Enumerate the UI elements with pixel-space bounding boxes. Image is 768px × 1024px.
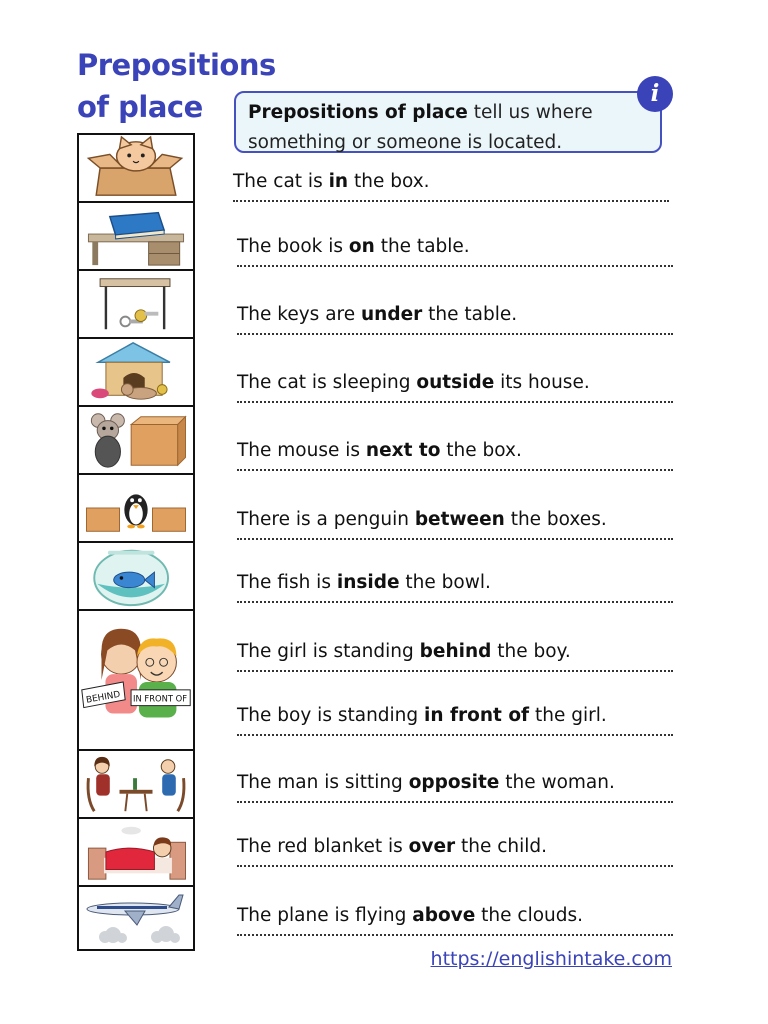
picture-cat-outside-house (79, 339, 193, 407)
sentence-text: the boy. (491, 641, 571, 662)
sentence-text: The girl is standing (237, 641, 420, 662)
preposition-word: over (408, 836, 456, 857)
sentence-text: The man is sitting (237, 772, 409, 793)
definition-term: Prepositions of place (248, 102, 468, 123)
cat-in-box-illustration (79, 135, 193, 201)
sentence-line (237, 303, 673, 335)
sentence-text: There is a penguin (237, 509, 415, 530)
sentence-text: the bowl. (399, 572, 491, 593)
picture-mouse-next-to-box (79, 407, 193, 475)
preposition-word: between (414, 509, 505, 530)
sentence-text: the box. (440, 440, 522, 461)
definition-text-1: tell us where (467, 102, 593, 123)
sentence-line (237, 640, 673, 672)
sentence-text: the child. (455, 836, 548, 857)
behind-in-front-of-illustration (79, 611, 193, 749)
fish-inside-bowl-illustration (79, 543, 193, 609)
preposition-word: next to (365, 440, 441, 461)
sentence-text: The keys are (237, 304, 361, 325)
preposition-word: in front of (424, 705, 530, 726)
man-opposite-woman-illustration (79, 751, 193, 817)
page-title-line1: Prepositions (77, 48, 276, 82)
plane-above-clouds-illustration (79, 887, 193, 949)
picture-keys-under-table (79, 271, 193, 339)
preposition-word: under (361, 304, 423, 325)
picture-blanket-over-child (79, 819, 193, 887)
sentence-text: The book is (237, 236, 349, 257)
source-link[interactable]: https://englishintake.com (430, 948, 672, 970)
preposition-word: above (412, 905, 476, 926)
definition-text-2: something or someone is located. (248, 132, 563, 153)
sentence-line (237, 439, 673, 471)
sentence-text: The cat is (233, 171, 329, 192)
sentence-line (237, 704, 673, 736)
sentence-line (237, 508, 673, 540)
keys-under-table-illustration (79, 271, 193, 337)
info-icon: i (637, 76, 673, 112)
mouse-next-to-box-illustration (79, 407, 193, 473)
picture-plane-above-clouds (79, 887, 193, 949)
picture-fish-inside-bowl (79, 543, 193, 611)
sentence-line (237, 235, 673, 267)
blanket-over-child-illustration (79, 819, 193, 885)
sentence-text: the clouds. (475, 905, 584, 926)
sentence-line (237, 371, 673, 403)
preposition-word: in (328, 171, 349, 192)
sentence-text: The plane is flying (237, 905, 413, 926)
page-title-line2: of place (77, 90, 203, 124)
sentence-text: The boy is standing (237, 705, 425, 726)
sentence-line (233, 170, 669, 202)
sentence-text: The fish is (237, 572, 337, 593)
sentence-text: The mouse is (237, 440, 366, 461)
sign-in-front-of: IN FRONT OF (133, 693, 188, 704)
preposition-word: on (348, 236, 375, 257)
picture-book-on-table (79, 203, 193, 271)
book-on-table-illustration (79, 203, 193, 269)
sentence-text: the box. (348, 171, 430, 192)
sentence-text: the table. (374, 236, 470, 257)
sentence-line (237, 835, 673, 867)
sentence-text: The cat is sleeping (237, 372, 417, 393)
sentence-line (237, 771, 673, 803)
sentence-text: its house. (494, 372, 590, 393)
sentence-text: the table. (422, 304, 518, 325)
preposition-word: behind (419, 641, 492, 662)
preposition-word: opposite (408, 772, 500, 793)
cat-outside-house-illustration (79, 339, 193, 405)
picture-penguin-between-boxes (79, 475, 193, 543)
picture-strip (77, 133, 195, 951)
preposition-word: outside (416, 372, 495, 393)
sentence-text: the boxes. (504, 509, 607, 530)
preposition-word: inside (336, 572, 400, 593)
sentence-text: the woman. (499, 772, 615, 793)
sentence-line (237, 904, 673, 936)
penguin-between-boxes-illustration (79, 475, 193, 541)
sentence-line (237, 571, 673, 603)
definition-box (234, 91, 662, 153)
picture-cat-in-box (79, 135, 193, 203)
picture-behind-in-front-of (79, 611, 193, 751)
sign-behind: BEHIND (85, 689, 122, 706)
picture-man-opposite-woman (79, 751, 193, 819)
sentence-text: the girl. (529, 705, 607, 726)
sentence-text: The red blanket is (237, 836, 409, 857)
